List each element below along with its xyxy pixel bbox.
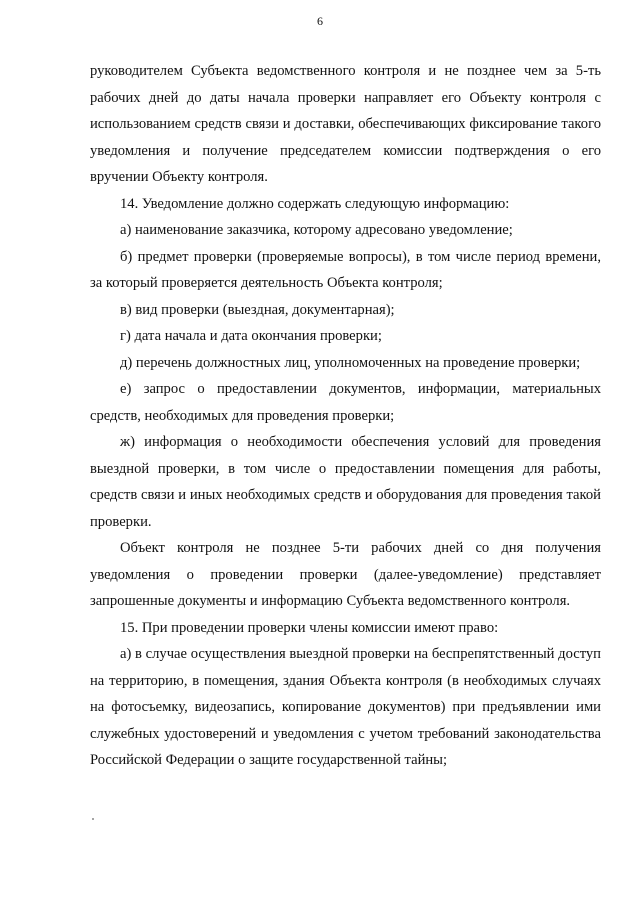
paragraph-14-v: в) вид проверки (выездная, документарная); xyxy=(120,301,395,318)
paragraph-15-a: а) в случае осуществления выездной проверки на беспрепятственный доступ на территорию, в помещения, здания Объекта контроля (в необходимых случаях на фотосъемку, видеозапись, копирование документов) при предъявлении ими служебных удостоверений и уведомления с учетом требований законодательства Российской Федерации о защите государственной тайны; xyxy=(90,646,601,768)
paragraph-14-b: б) предмет проверки (проверяемые вопросы), в том числе период времени, за который проверяется деятельность Объекта контроля; xyxy=(90,248,601,291)
paragraph-control-object: Объект контроля не позднее 5-ти рабочих дней со дня получения уведомления о проведении проверки (далее-уведомление) представляет запрошенные документы и информацию Субъекта ведомственного контроля. xyxy=(90,540,601,609)
paragraph-item-15: 15. При проведении проверки члены комиссии имеют право: xyxy=(120,619,499,636)
paragraph-14-zh: ж) информация о необходимости обеспечения условий для проведения выездной проверки, в том числе о предоставлении помещения для работы, средств связи и иных необходимых средств и оборудования для проведения такой проверки. xyxy=(90,434,601,530)
paragraph-14-g: г) дата начала и дата окончания проверки; xyxy=(120,328,382,344)
page-number: 6 xyxy=(317,14,323,28)
paragraph-14-a: а) наименование заказчика, которому адресовано уведомление; xyxy=(120,222,513,238)
paragraph-continuation: руководителем Субъекта ведомственного контроля и не позднее чем за 5-ть рабочих дней до даты начала проверки направляет его Объекту контроля с использованием средств связи и доставки, обеспечивающих фиксирование такого уведомления и получение председателем комиссии подтверждения о его вручении Объекту контроля. xyxy=(90,63,601,185)
paragraph-14-e: е) запрос о предоставлении документов, информации, материальных средств, необходимых для проведения проверки; xyxy=(90,381,601,424)
document-body xyxy=(90,58,601,774)
paragraph-item-14: 14. Уведомление должно содержать следующую информацию: xyxy=(120,195,510,212)
paragraph-14-d: д) перечень должностных лиц, уполномоченных на проведение проверки; xyxy=(120,354,581,371)
scan-speck xyxy=(92,818,94,820)
